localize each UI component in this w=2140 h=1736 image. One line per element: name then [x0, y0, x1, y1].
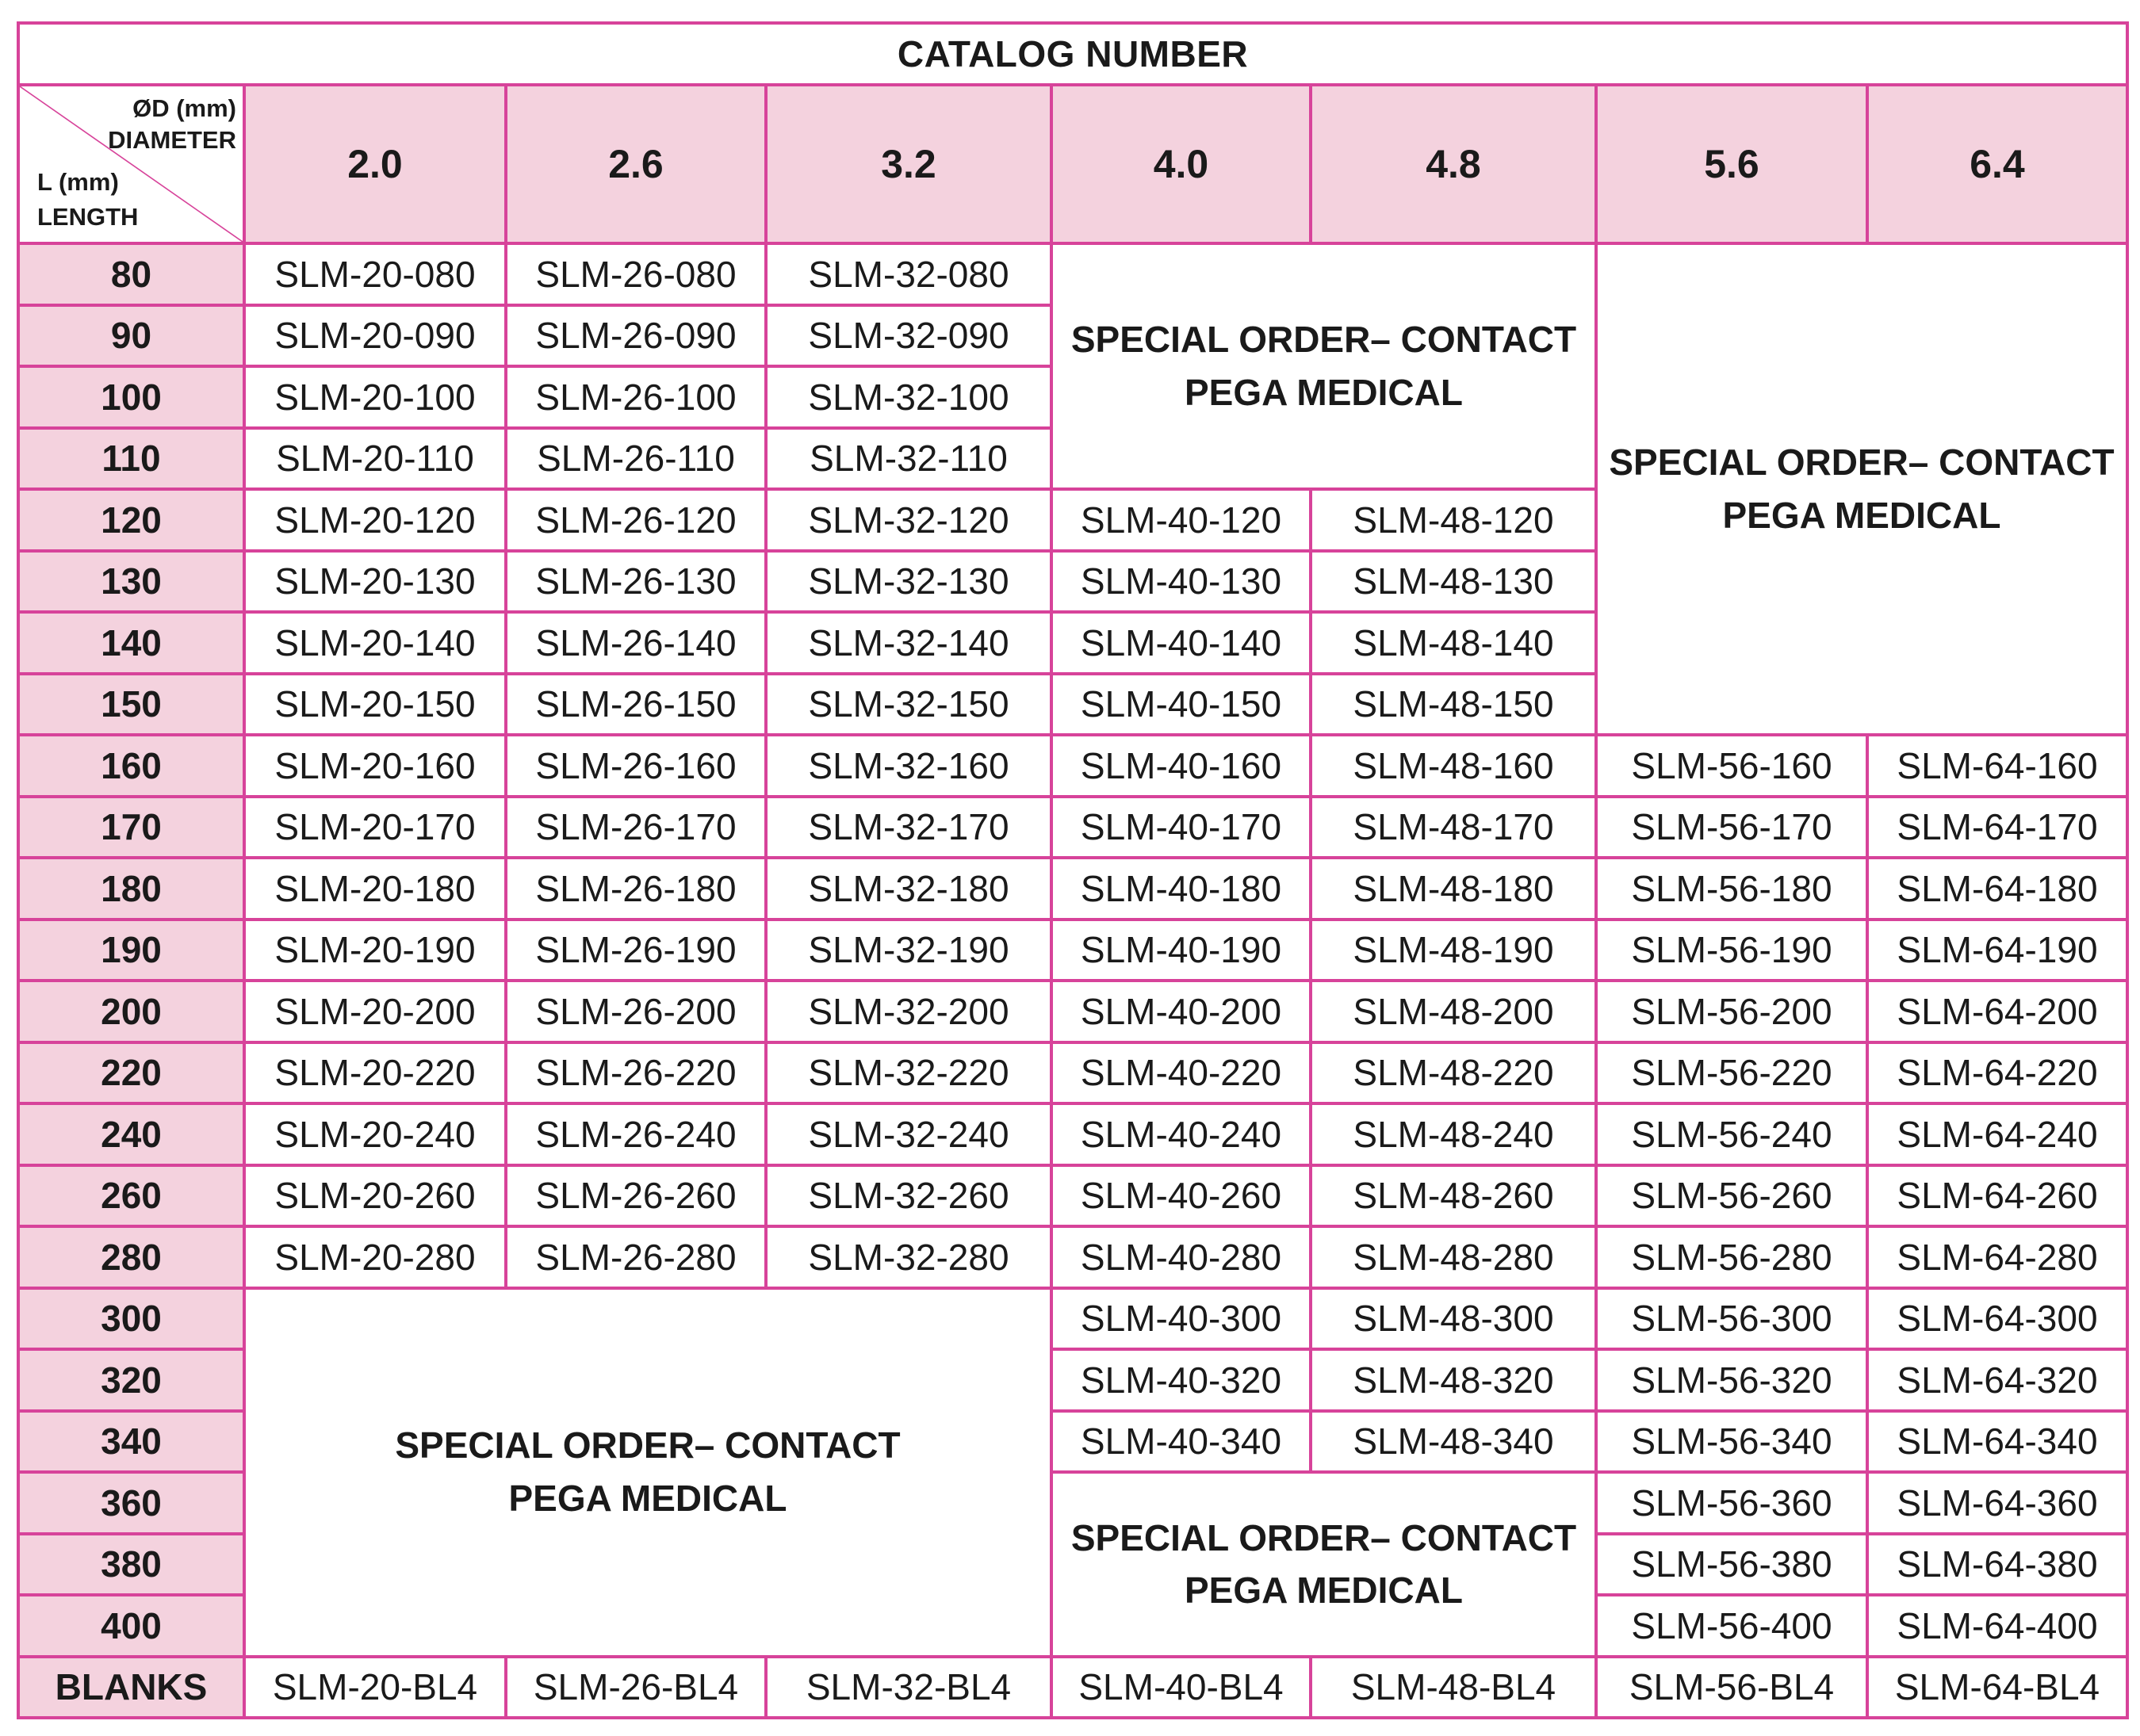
catalog-code-cell: SLM-64-380	[1867, 1534, 2127, 1596]
catalog-code-cell: SLM-40-BL4	[1051, 1657, 1311, 1719]
catalog-code-cell: SLM-48-120	[1311, 489, 1596, 551]
table-row	[18, 243, 2127, 305]
table-row	[18, 1042, 2127, 1104]
length-cell: 80	[18, 243, 244, 305]
catalog-code-cell: SLM-64-300	[1867, 1288, 2127, 1350]
catalog-code-cell: SLM-32-260	[766, 1165, 1051, 1227]
catalog-code-cell: SLM-56-BL4	[1596, 1657, 1867, 1719]
catalog-code-cell: SLM-20-200	[244, 981, 506, 1042]
catalog-number-table	[17, 21, 2129, 1719]
special-order-note	[244, 1288, 1051, 1657]
catalog-code-cell: SLM-40-170	[1051, 797, 1311, 858]
catalog-code-cell: SLM-20-100	[244, 366, 506, 428]
catalog-code-cell: SLM-32-130	[766, 551, 1051, 613]
catalog-code-cell: SLM-26-150	[506, 674, 766, 736]
catalog-code-cell: SLM-48-240	[1311, 1103, 1596, 1165]
special-order-line1: SPECIAL ORDER– CONTACT	[1609, 442, 2115, 484]
catalog-code-cell: SLM-26-280	[506, 1226, 766, 1288]
special-order-note	[1051, 243, 1596, 489]
catalog-code-cell: SLM-32-120	[766, 489, 1051, 551]
catalog-code-cell: SLM-56-180	[1596, 858, 1867, 920]
catalog-code-cell: SLM-26-170	[506, 797, 766, 858]
diameter-axis-label	[108, 93, 236, 157]
catalog-code-cell: SLM-40-260	[1051, 1165, 1311, 1227]
catalog-code-cell: SLM-26-BL4	[506, 1657, 766, 1719]
special-order-line2: PEGA MEDICAL	[1185, 372, 1463, 413]
catalog-code-cell: SLM-26-200	[506, 981, 766, 1042]
catalog-code-cell: SLM-32-090	[766, 305, 1051, 367]
catalog-code-cell: SLM-20-BL4	[244, 1657, 506, 1719]
catalog-code-cell: SLM-32-160	[766, 735, 1051, 797]
catalog-code-cell: SLM-64-220	[1867, 1042, 2127, 1104]
catalog-code-cell: SLM-40-240	[1051, 1103, 1311, 1165]
catalog-code-cell: SLM-56-380	[1596, 1534, 1867, 1596]
table-row	[18, 858, 2127, 920]
table-row	[18, 920, 2127, 981]
catalog-code-cell: SLM-64-170	[1867, 797, 2127, 858]
diameter-header: 4.0	[1051, 85, 1311, 243]
table-title: CATALOG NUMBER	[18, 23, 2127, 85]
catalog-code-cell: SLM-48-200	[1311, 981, 1596, 1042]
special-order-line1: SPECIAL ORDER– CONTACT	[395, 1424, 901, 1466]
catalog-code-cell: SLM-56-240	[1596, 1103, 1867, 1165]
catalog-code-cell: SLM-20-280	[244, 1226, 506, 1288]
catalog-code-cell: SLM-64-200	[1867, 981, 2127, 1042]
table-row	[18, 1103, 2127, 1165]
catalog-code-cell: SLM-26-080	[506, 243, 766, 305]
length-cell: 300	[18, 1288, 244, 1350]
catalog-code-cell: SLM-64-260	[1867, 1165, 2127, 1227]
catalog-code-cell: SLM-56-360	[1596, 1472, 1867, 1534]
length-cell: 240	[18, 1103, 244, 1165]
table-row	[18, 735, 2127, 797]
catalog-code-cell: SLM-26-110	[506, 428, 766, 490]
catalog-code-cell: SLM-56-220	[1596, 1042, 1867, 1104]
diameter-header: 2.6	[506, 85, 766, 243]
length-cell: 150	[18, 674, 244, 736]
catalog-code-cell: SLM-64-280	[1867, 1226, 2127, 1288]
table-row	[18, 981, 2127, 1042]
length-cell: 360	[18, 1472, 244, 1534]
special-order-note	[1596, 243, 2127, 735]
catalog-code-cell: SLM-32-170	[766, 797, 1051, 858]
length-cell: 120	[18, 489, 244, 551]
special-order-line1: SPECIAL ORDER– CONTACT	[1070, 1516, 1577, 1558]
diameter-symbol: ØD (mm)	[132, 94, 236, 122]
catalog-code-cell: SLM-48-300	[1311, 1288, 1596, 1350]
special-order-line2: PEGA MEDICAL	[1722, 495, 2001, 536]
diameter-header: 4.8	[1311, 85, 1596, 243]
special-order-line2: PEGA MEDICAL	[1185, 1570, 1463, 1612]
catalog-code-cell: SLM-64-240	[1867, 1103, 2127, 1165]
catalog-code-cell: SLM-20-260	[244, 1165, 506, 1227]
catalog-code-cell: SLM-32-200	[766, 981, 1051, 1042]
special-order-note	[1051, 1472, 1596, 1657]
catalog-code-cell: SLM-48-280	[1311, 1226, 1596, 1288]
length-cell: 180	[18, 858, 244, 920]
catalog-code-cell: SLM-56-340	[1596, 1411, 1867, 1473]
catalog-code-cell: SLM-56-170	[1596, 797, 1867, 858]
catalog-code-cell: SLM-20-170	[244, 797, 506, 858]
catalog-code-cell: SLM-32-100	[766, 366, 1051, 428]
catalog-code-cell: SLM-48-140	[1311, 612, 1596, 674]
catalog-code-cell: SLM-40-320	[1051, 1349, 1311, 1411]
catalog-code-cell: SLM-48-160	[1311, 735, 1596, 797]
catalog-code-cell: SLM-40-150	[1051, 674, 1311, 736]
length-label: LENGTH	[37, 202, 139, 231]
table-row	[18, 1657, 2127, 1719]
catalog-code-cell: SLM-64-190	[1867, 920, 2127, 981]
corner-header	[18, 85, 244, 243]
catalog-code-cell: SLM-64-360	[1867, 1472, 2127, 1534]
catalog-code-cell: SLM-40-200	[1051, 981, 1311, 1042]
diameter-header: 3.2	[766, 85, 1051, 243]
length-cell: 100	[18, 366, 244, 428]
catalog-code-cell: SLM-56-190	[1596, 920, 1867, 981]
diameter-label: DIAMETER	[108, 126, 236, 155]
catalog-code-cell: SLM-26-160	[506, 735, 766, 797]
catalog-code-cell: SLM-48-130	[1311, 551, 1596, 613]
catalog-code-cell: SLM-26-240	[506, 1103, 766, 1165]
catalog-code-cell: SLM-40-300	[1051, 1288, 1311, 1350]
special-order-line1: SPECIAL ORDER– CONTACT	[1070, 319, 1577, 361]
catalog-code-cell: SLM-26-130	[506, 551, 766, 613]
catalog-code-cell: SLM-20-090	[244, 305, 506, 367]
catalog-code-cell: SLM-40-160	[1051, 735, 1311, 797]
catalog-code-cell: SLM-64-400	[1867, 1595, 2127, 1657]
catalog-code-cell: SLM-48-340	[1311, 1411, 1596, 1473]
catalog-code-cell: SLM-48-150	[1311, 674, 1596, 736]
length-cell: 340	[18, 1411, 244, 1473]
diameter-header: 5.6	[1596, 85, 1867, 243]
diameter-header: 6.4	[1867, 85, 2127, 243]
catalog-code-cell: SLM-20-120	[244, 489, 506, 551]
catalog-code-cell: SLM-20-130	[244, 551, 506, 613]
catalog-code-cell: SLM-40-120	[1051, 489, 1311, 551]
catalog-code-cell: SLM-64-340	[1867, 1411, 2127, 1473]
catalog-code-cell: SLM-20-150	[244, 674, 506, 736]
catalog-code-cell: SLM-48-BL4	[1311, 1657, 1596, 1719]
length-cell: 200	[18, 981, 244, 1042]
catalog-code-cell: SLM-40-280	[1051, 1226, 1311, 1288]
catalog-code-cell: SLM-64-BL4	[1867, 1657, 2127, 1719]
catalog-code-cell: SLM-32-080	[766, 243, 1051, 305]
length-cell: 140	[18, 612, 244, 674]
catalog-code-cell: SLM-56-300	[1596, 1288, 1867, 1350]
length-cell: 110	[18, 428, 244, 490]
catalog-code-cell: SLM-20-140	[244, 612, 506, 674]
catalog-code-cell: SLM-40-130	[1051, 551, 1311, 613]
table-row	[18, 1165, 2127, 1227]
catalog-code-cell: SLM-32-BL4	[766, 1657, 1051, 1719]
catalog-code-cell: SLM-48-170	[1311, 797, 1596, 858]
catalog-code-cell: SLM-20-180	[244, 858, 506, 920]
catalog-code-cell: SLM-56-160	[1596, 735, 1867, 797]
special-order-line2: PEGA MEDICAL	[508, 1478, 787, 1519]
catalog-code-cell: SLM-48-220	[1311, 1042, 1596, 1104]
catalog-code-cell: SLM-20-190	[244, 920, 506, 981]
catalog-code-cell: SLM-32-110	[766, 428, 1051, 490]
catalog-code-cell: SLM-20-110	[244, 428, 506, 490]
catalog-code-cell: SLM-40-140	[1051, 612, 1311, 674]
catalog-code-cell: SLM-56-280	[1596, 1226, 1867, 1288]
length-cell: 380	[18, 1534, 244, 1596]
table-row	[18, 1226, 2127, 1288]
catalog-code-cell: SLM-26-120	[506, 489, 766, 551]
table-body	[18, 243, 2127, 1718]
catalog-code-cell: SLM-40-220	[1051, 1042, 1311, 1104]
length-cell: 280	[18, 1226, 244, 1288]
length-symbol: L (mm)	[37, 168, 119, 197]
length-cell: BLANKS	[18, 1657, 244, 1719]
catalog-code-cell: SLM-26-260	[506, 1165, 766, 1227]
table-row	[18, 797, 2127, 858]
length-axis-label	[37, 165, 138, 234]
catalog-code-cell: SLM-26-180	[506, 858, 766, 920]
catalog-code-cell: SLM-26-220	[506, 1042, 766, 1104]
catalog-code-cell: SLM-56-400	[1596, 1595, 1867, 1657]
catalog-code-cell: SLM-56-200	[1596, 981, 1867, 1042]
catalog-code-cell: SLM-32-150	[766, 674, 1051, 736]
catalog-code-cell: SLM-56-260	[1596, 1165, 1867, 1227]
catalog-code-cell: SLM-20-240	[244, 1103, 506, 1165]
catalog-code-cell: SLM-48-260	[1311, 1165, 1596, 1227]
length-cell: 170	[18, 797, 244, 858]
catalog-code-cell: SLM-20-080	[244, 243, 506, 305]
diameter-header: 2.0	[244, 85, 506, 243]
catalog-code-cell: SLM-26-190	[506, 920, 766, 981]
catalog-code-cell: SLM-32-140	[766, 612, 1051, 674]
length-cell: 220	[18, 1042, 244, 1104]
length-cell: 190	[18, 920, 244, 981]
catalog-code-cell: SLM-40-190	[1051, 920, 1311, 981]
catalog-code-cell: SLM-64-320	[1867, 1349, 2127, 1411]
table-row	[18, 1288, 2127, 1350]
catalog-code-cell: SLM-26-100	[506, 366, 766, 428]
catalog-code-cell: SLM-20-220	[244, 1042, 506, 1104]
catalog-code-cell: SLM-20-160	[244, 735, 506, 797]
catalog-code-cell: SLM-48-180	[1311, 858, 1596, 920]
catalog-code-cell: SLM-48-320	[1311, 1349, 1596, 1411]
catalog-code-cell: SLM-32-190	[766, 920, 1051, 981]
catalog-code-cell: SLM-32-180	[766, 858, 1051, 920]
catalog-code-cell: SLM-48-190	[1311, 920, 1596, 981]
length-cell: 320	[18, 1349, 244, 1411]
length-cell: 400	[18, 1595, 244, 1657]
catalog-code-cell: SLM-64-160	[1867, 735, 2127, 797]
catalog-code-cell: SLM-56-320	[1596, 1349, 1867, 1411]
length-cell: 160	[18, 735, 244, 797]
length-cell: 130	[18, 551, 244, 613]
catalog-code-cell: SLM-32-220	[766, 1042, 1051, 1104]
catalog-code-cell: SLM-26-140	[506, 612, 766, 674]
catalog-code-cell: SLM-32-280	[766, 1226, 1051, 1288]
catalog-code-cell: SLM-32-240	[766, 1103, 1051, 1165]
catalog-code-cell: SLM-40-180	[1051, 858, 1311, 920]
length-cell: 260	[18, 1165, 244, 1227]
catalog-code-cell: SLM-26-090	[506, 305, 766, 367]
catalog-code-cell: SLM-64-180	[1867, 858, 2127, 920]
catalog-code-cell: SLM-40-340	[1051, 1411, 1311, 1473]
length-cell: 90	[18, 305, 244, 367]
